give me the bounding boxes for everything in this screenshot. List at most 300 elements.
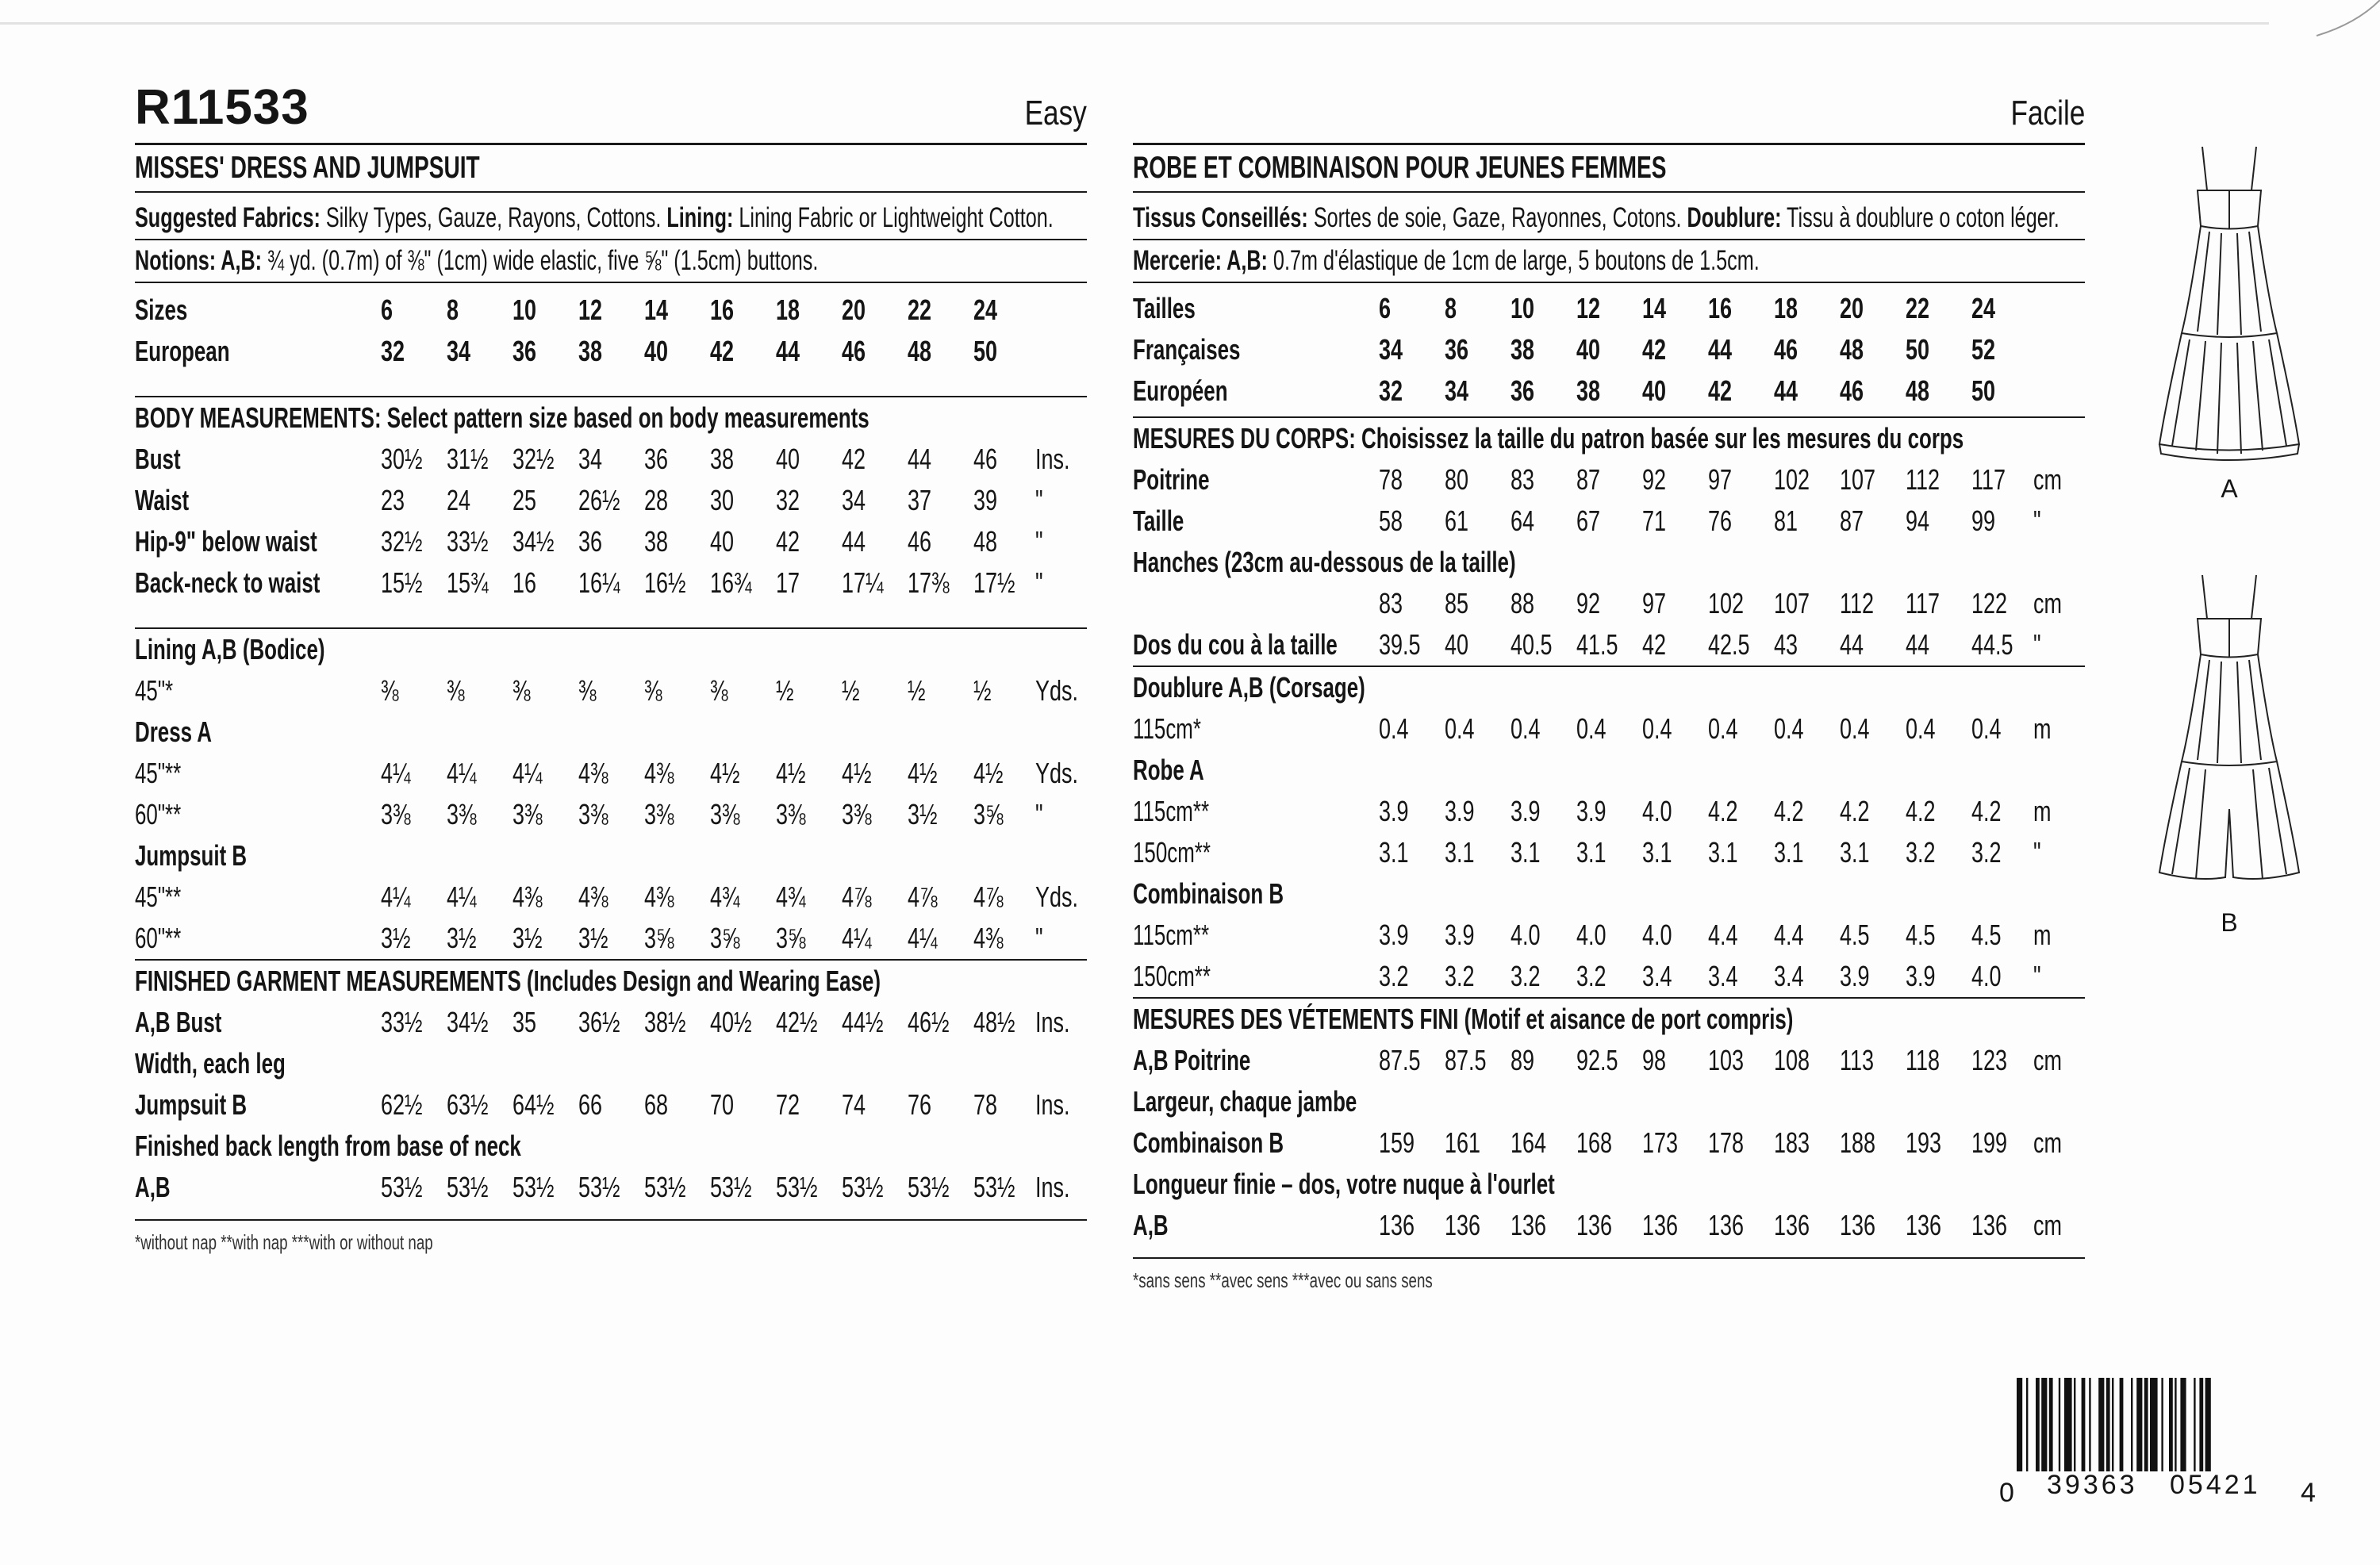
notions-text: ¾ yd. (0.7m) of ⅜" (1cm) wide elastic, five ⅝" (1.5cm) buttons.	[267, 245, 819, 276]
row-value: 136	[1906, 1209, 1942, 1241]
divider	[135, 282, 1087, 283]
measurement-row	[135, 794, 1087, 835]
barcode-bar	[2150, 1378, 2158, 1471]
row-value: 63½	[447, 1088, 489, 1121]
row-value: 4.2	[1840, 795, 1870, 827]
notions-label-fr: Mercerie: A,B:	[1133, 245, 1268, 276]
row-value: 3⅜	[842, 798, 872, 830]
row-unit: cm	[2033, 587, 2062, 619]
row-label: 150cm**	[1133, 960, 1211, 992]
finished-measurements-header: FINISHED GARMENT MEASUREMENTS (Includes Design and Wearing Ease)	[135, 965, 881, 997]
row-label: Waist	[135, 484, 190, 516]
barcode-bar	[2036, 1378, 2040, 1471]
row-value: 123	[1971, 1044, 2008, 1076]
row-value: 17⅜	[908, 566, 950, 599]
row-value: 28	[644, 484, 669, 516]
garment-figures	[2142, 143, 2317, 984]
notions-line-fr	[1133, 240, 1818, 282]
row-value: 53½	[710, 1171, 752, 1203]
row-value: 34	[1379, 333, 1403, 366]
row-value: 46	[908, 525, 932, 558]
row-value: 118	[1906, 1044, 1940, 1076]
row-value: 40	[1445, 628, 1469, 661]
row-value: 42	[710, 335, 735, 367]
row-value: 32½	[512, 443, 555, 475]
row-value: 41.5	[1576, 628, 1618, 661]
row-value: 4⅞	[908, 880, 938, 913]
difficulty-level-fr: Facile	[2010, 94, 2085, 132]
row-value: 33½	[381, 1006, 423, 1038]
poitrine-row	[1133, 459, 2085, 501]
row-value: 36	[578, 525, 603, 558]
row-value: 42	[776, 525, 800, 558]
row-value: 16	[1708, 292, 1733, 324]
row-value: 23	[381, 484, 405, 516]
width-leg-label: Width, each leg	[135, 1047, 286, 1080]
row-value: 44	[1708, 333, 1733, 366]
measurement-row	[1133, 832, 2085, 873]
row-value: 53½	[842, 1171, 884, 1203]
finished-measurements-header-fr: MESURES DES VÉTEMENTS FINI (Motif et aisance de port compris)	[1133, 1003, 1794, 1035]
sizes-table	[135, 290, 1087, 372]
row-value: 136	[1774, 1209, 1810, 1241]
row-value: 4.5	[1840, 919, 1870, 951]
barcode-bar	[2161, 1378, 2163, 1471]
measurement-row	[135, 876, 1087, 918]
row-unit: cm	[2033, 1209, 2062, 1241]
row-value: 46½	[908, 1006, 950, 1038]
row-value: 3.1	[1774, 836, 1804, 869]
row-value: 16	[512, 566, 537, 599]
row-value: 4.0	[1576, 919, 1606, 951]
barcode-bar	[2041, 1378, 2047, 1471]
row-value: 53½	[908, 1171, 950, 1203]
measurement-row	[1133, 1122, 2085, 1164]
row-value: 92	[1642, 463, 1667, 496]
row-value: 74	[842, 1088, 866, 1121]
row-value: 53½	[578, 1171, 620, 1203]
row-value: 3.1	[1708, 836, 1738, 869]
row-value: 62½	[381, 1088, 423, 1121]
hanches-row	[1133, 583, 2085, 624]
row-value: 4⅜	[512, 880, 543, 913]
row-value: 17¼	[842, 566, 884, 599]
row-value: 76	[1708, 504, 1733, 537]
row-value: 3.2	[1906, 836, 1936, 869]
row-value: 0.4	[1774, 712, 1804, 745]
row-value: 42	[1642, 628, 1667, 661]
row-value: 53½	[512, 1171, 555, 1203]
row-value: 4¼	[842, 922, 872, 954]
row-value: 107	[1774, 587, 1810, 619]
row-value: 3⅝	[973, 798, 1004, 830]
row-value: 16¾	[710, 566, 752, 599]
row-value: 112	[1840, 587, 1875, 619]
row-value: 3.4	[1708, 960, 1738, 992]
row-value: 61	[1445, 504, 1469, 537]
hanches-label: Hanches (23cm au-dessous de la taille)	[1133, 546, 1516, 578]
row-value: 3.1	[1642, 836, 1672, 869]
row-value: 80	[1445, 463, 1469, 496]
measurement-row	[135, 1084, 1087, 1126]
row-value: 4½	[973, 757, 1004, 789]
row-value: 40.5	[1511, 628, 1553, 661]
row-value: 4⅜	[973, 922, 1004, 954]
row-value: 48	[973, 525, 998, 558]
yardage-view-header: Robe A	[1133, 754, 1204, 786]
row-value: 78	[1379, 463, 1403, 496]
barcode-bar	[2089, 1378, 2090, 1471]
barcode-bar	[2144, 1378, 2148, 1471]
row-label: Sizes	[135, 293, 188, 326]
row-label: Hip-9" below waist	[135, 525, 317, 558]
row-value: ½	[776, 674, 794, 707]
row-value: 46	[1774, 333, 1798, 366]
row-label: Dos du cou à la taille	[1133, 628, 1338, 661]
row-value: 3.4	[1774, 960, 1804, 992]
row-value: 3.2	[1971, 836, 2002, 869]
row-label: A,B	[135, 1171, 171, 1203]
row-value: 32	[1379, 374, 1403, 407]
row-value: 0.4	[1906, 712, 1936, 745]
row-value: 14	[644, 293, 669, 326]
dress-a-illustration	[2142, 143, 2317, 492]
row-value: 83	[1379, 587, 1403, 619]
row-value: 24	[1971, 292, 1996, 324]
row-value: 48	[908, 335, 932, 367]
row-label: Jumpsuit B	[135, 1088, 248, 1121]
measurement-row	[135, 918, 1087, 959]
row-value: 32	[776, 484, 800, 516]
barcode-bar	[2199, 1378, 2203, 1471]
row-value: 40	[644, 335, 669, 367]
row-value: 161	[1445, 1126, 1481, 1159]
row-value: 40	[776, 443, 800, 475]
notions-label: Notions: A,B:	[135, 245, 263, 276]
row-value: 136	[1445, 1209, 1481, 1241]
row-value: 44	[842, 525, 866, 558]
row-value: 26½	[578, 484, 620, 516]
barcode-bar	[2120, 1378, 2124, 1471]
measurement-row	[135, 1167, 1087, 1208]
measurement-row	[135, 1002, 1087, 1043]
row-value: 136	[1708, 1209, 1745, 1241]
row-label: 150cm**	[1133, 836, 1211, 869]
barcode-bar	[2175, 1378, 2176, 1471]
english-column	[135, 71, 1087, 1420]
lining-label: Lining:	[666, 202, 734, 233]
row-value: 32	[381, 335, 405, 367]
row-value: 76	[908, 1088, 932, 1121]
row-label: 115cm*	[1133, 712, 1201, 745]
row-value: 117	[1971, 463, 2006, 496]
row-value: ⅜	[578, 674, 597, 707]
row-value: 12	[1576, 292, 1601, 324]
row-value: 3⅜	[776, 798, 806, 830]
row-unit: Ins.	[1035, 1006, 1070, 1038]
row-value: 71	[1642, 504, 1667, 537]
measurement-row	[1133, 501, 2085, 542]
fabrics-text-fr: Sortes de soie, Gaze, Rayonnes, Cotons.	[1313, 202, 1682, 233]
row-value: 199	[1971, 1126, 2008, 1159]
row-value: 4.2	[1971, 795, 2002, 827]
row-value: 50	[1906, 333, 1930, 366]
row-unit: "	[2033, 836, 2041, 869]
row-value: 44	[1840, 628, 1864, 661]
nap-footnote-fr: *sans sens **avec sens ***avec ou sans sens	[1133, 1268, 1433, 1292]
row-value: 3.9	[1840, 960, 1870, 992]
measurement-row	[1133, 1040, 2085, 1081]
row-value: 18	[1774, 292, 1798, 324]
row-value: 39	[973, 484, 998, 516]
fabrics-text: Silky Types, Gauze, Rayons, Cottons.	[325, 202, 662, 233]
row-value: 87.5	[1445, 1044, 1487, 1076]
row-value: 16	[710, 293, 735, 326]
row-label: Taille	[1133, 504, 1184, 537]
row-value: 4.2	[1906, 795, 1936, 827]
row-value: 0.4	[1511, 712, 1541, 745]
row-value: 4¾	[710, 880, 740, 913]
yardage-section-fr	[1133, 667, 2085, 997]
row-unit: "	[1035, 922, 1043, 954]
row-label: 45"*	[135, 674, 174, 707]
row-value: 6	[381, 293, 393, 326]
row-value: 34½	[512, 525, 555, 558]
row-value: ½	[973, 674, 992, 707]
row-value: 53½	[381, 1171, 423, 1203]
row-value: 3⅜	[710, 798, 740, 830]
yardage-view-header: Doublure A,B (Corsage)	[1133, 671, 1365, 704]
barcode-bar	[2106, 1378, 2110, 1471]
row-value: 64	[1511, 504, 1535, 537]
row-value: 81	[1774, 504, 1798, 537]
row-value: 39.5	[1379, 628, 1421, 661]
fabrics-label-fr: Tissus Conseillés:	[1133, 202, 1308, 233]
row-value: 85	[1445, 587, 1469, 619]
row-value: 3½	[381, 922, 411, 954]
row-value: 178	[1708, 1126, 1745, 1159]
row-value: 34	[447, 335, 471, 367]
barcode-bar	[2112, 1378, 2113, 1471]
row-value: 108	[1774, 1044, 1810, 1076]
dos-row	[1133, 624, 2085, 666]
nap-footnote: *without nap **with nap ***with or without nap	[135, 1230, 433, 1254]
row-value: 36	[512, 335, 537, 367]
row-unit: Ins.	[1035, 1171, 1070, 1203]
row-value: 31½	[447, 443, 489, 475]
row-value: 136	[1971, 1209, 2008, 1241]
row-value: 4.2	[1774, 795, 1804, 827]
row-value: 0.4	[1642, 712, 1672, 745]
row-value: 87.5	[1379, 1044, 1421, 1076]
taille-row	[1133, 501, 2085, 542]
row-value: 38	[578, 335, 603, 367]
row-value: 3½	[512, 922, 543, 954]
row-value: 4.4	[1774, 919, 1804, 951]
row-value: 0.4	[1445, 712, 1475, 745]
row-value: 44	[1906, 628, 1930, 661]
row-value: 17½	[973, 566, 1015, 599]
row-value: 99	[1971, 504, 1996, 537]
row-value: 4¼	[381, 757, 411, 789]
back-length-label-fr: Longueur finie – dos, votre nuque à l'ourlet	[1133, 1168, 1555, 1200]
row-value: 42½	[776, 1006, 818, 1038]
measurement-row	[135, 331, 1087, 372]
row-value: 3½	[908, 798, 938, 830]
row-value: 10	[512, 293, 537, 326]
row-value: 88	[1511, 587, 1535, 619]
fabrics-paragraph	[135, 198, 1083, 239]
row-value: 4½	[710, 757, 740, 789]
row-value: 0.4	[1379, 712, 1409, 745]
row-value: 3.1	[1840, 836, 1870, 869]
row-value: 4.5	[1971, 919, 2002, 951]
figure-a-label: A	[2221, 474, 2238, 503]
row-value: 136	[1379, 1209, 1415, 1241]
row-value: 8	[1445, 292, 1457, 324]
row-value: 72	[776, 1088, 800, 1121]
row-label: 115cm**	[1133, 795, 1210, 827]
back-length-label: Finished back length from base of neck	[135, 1130, 521, 1162]
row-value: 136	[1576, 1209, 1613, 1241]
row-value: 136	[1642, 1209, 1679, 1241]
row-value: 25	[512, 484, 537, 516]
row-value: 3.9	[1511, 795, 1541, 827]
row-value: 3.2	[1576, 960, 1606, 992]
row-value: 136	[1840, 1209, 1876, 1241]
row-value: 44½	[842, 1006, 884, 1038]
row-value: 70	[710, 1088, 735, 1121]
garment-title: MISSES' DRESS AND JUMPSUIT	[135, 151, 480, 185]
measurement-row	[1133, 791, 2085, 832]
barcode-left-digit: 0	[1999, 1478, 2014, 1508]
row-label: A,B Poitrine	[1133, 1044, 1251, 1076]
row-value: 4¼	[447, 757, 477, 789]
upc-barcode	[1999, 1376, 2317, 1511]
row-value: 38½	[644, 1006, 686, 1038]
row-value: 34	[578, 443, 603, 475]
row-value: 4½	[776, 757, 806, 789]
row-value: 42	[1642, 333, 1667, 366]
row-value: 36	[1511, 374, 1535, 407]
jumpsuit-width-row-fr	[1133, 1122, 2085, 1164]
lining-text-fr: Tissu à doublure o coton léger.	[1787, 202, 2059, 233]
row-value: 20	[842, 293, 866, 326]
row-value: 48	[1906, 374, 1930, 407]
row-value: 15¾	[447, 566, 489, 599]
row-value: 14	[1642, 292, 1667, 324]
lining-text: Lining Fabric or Lightweight Cotton.	[739, 202, 1054, 233]
row-value: 4.0	[1511, 919, 1541, 951]
row-value: 0.4	[1840, 712, 1870, 745]
row-value: 3½	[578, 922, 608, 954]
jumpsuit-width-row	[135, 1084, 1087, 1126]
row-value: 83	[1511, 463, 1535, 496]
row-label: Combinaison B	[1133, 1126, 1284, 1159]
row-value: ⅜	[644, 674, 662, 707]
measurement-row	[135, 439, 1087, 480]
row-value: 37	[908, 484, 932, 516]
body-measurements-header-fr: MESURES DU CORPS: Choisissez la taille du patron basée sur les mesures du corps	[1133, 422, 1964, 455]
row-unit: Yds.	[1035, 757, 1079, 789]
row-value: 10	[1511, 292, 1535, 324]
row-value: 40	[1576, 333, 1601, 366]
garment-title-fr: ROBE ET COMBINAISON POUR JEUNES FEMMES	[1133, 151, 1667, 185]
notions-line	[135, 240, 820, 282]
row-value: 173	[1642, 1126, 1679, 1159]
row-value: 38	[1511, 333, 1535, 366]
barcode-bar	[2074, 1378, 2075, 1471]
finished-bust-row-fr	[1133, 1040, 2085, 1081]
barcode-bar	[2049, 1378, 2053, 1471]
row-value: 38	[710, 443, 735, 475]
row-value: 32½	[381, 525, 423, 558]
row-value: 18	[776, 293, 800, 326]
row-value: 34	[1445, 374, 1469, 407]
difficulty-level: Easy	[1024, 94, 1087, 132]
envelope-flap-edge	[2261, 0, 2380, 63]
row-unit: m	[2033, 712, 2052, 745]
row-value: 33½	[447, 525, 489, 558]
row-value: 97	[1642, 587, 1667, 619]
row-value: 4⅜	[644, 880, 674, 913]
row-value: 4⅜	[578, 757, 608, 789]
top-edge-line	[0, 22, 2269, 25]
row-value: ⅜	[447, 674, 465, 707]
row-value: 16¼	[578, 566, 620, 599]
measurement-row	[1133, 956, 2085, 997]
row-unit: "	[2033, 504, 2041, 537]
row-value: 3.1	[1511, 836, 1541, 869]
row-value: 20	[1840, 292, 1864, 324]
row-value: 3.1	[1576, 836, 1606, 869]
row-value: 3.9	[1445, 919, 1475, 951]
row-label: Back-neck to waist	[135, 566, 321, 599]
row-value: 44.5	[1971, 628, 2013, 661]
row-value: 53½	[776, 1171, 818, 1203]
jumpsuit-b-illustration	[2142, 571, 2317, 920]
barcode-bar	[2082, 1378, 2086, 1471]
row-value: 34	[842, 484, 866, 516]
barcode-bar	[2169, 1378, 2173, 1471]
row-unit: "	[1035, 525, 1043, 558]
barcode-bar	[2136, 1378, 2142, 1471]
row-value: 50	[973, 335, 998, 367]
row-value: 183	[1774, 1126, 1810, 1159]
row-value: 193	[1906, 1126, 1942, 1159]
row-unit: m	[2033, 795, 2052, 827]
row-value: 46	[973, 443, 998, 475]
row-value: 3.4	[1642, 960, 1672, 992]
row-unit: Ins.	[1035, 1088, 1070, 1121]
barcode-bar	[2180, 1378, 2186, 1471]
row-label: 60"**	[135, 922, 182, 954]
row-value: 38	[1576, 374, 1601, 407]
row-value: 3.2	[1379, 960, 1409, 992]
measurement-row	[1133, 624, 2085, 666]
row-label: Tailles	[1133, 292, 1196, 324]
row-value: 3.2	[1511, 960, 1541, 992]
row-value: 3.9	[1379, 795, 1409, 827]
row-value: 3½	[447, 922, 477, 954]
pattern-number: R11533	[135, 80, 309, 135]
row-value: 30	[710, 484, 735, 516]
header-fr	[1133, 71, 2085, 143]
row-value: 53½	[973, 1171, 1015, 1203]
row-value: 50	[1971, 374, 1996, 407]
width-leg-label-fr: Largeur, chaque jambe	[1133, 1085, 1357, 1118]
row-value: 78	[973, 1088, 998, 1121]
